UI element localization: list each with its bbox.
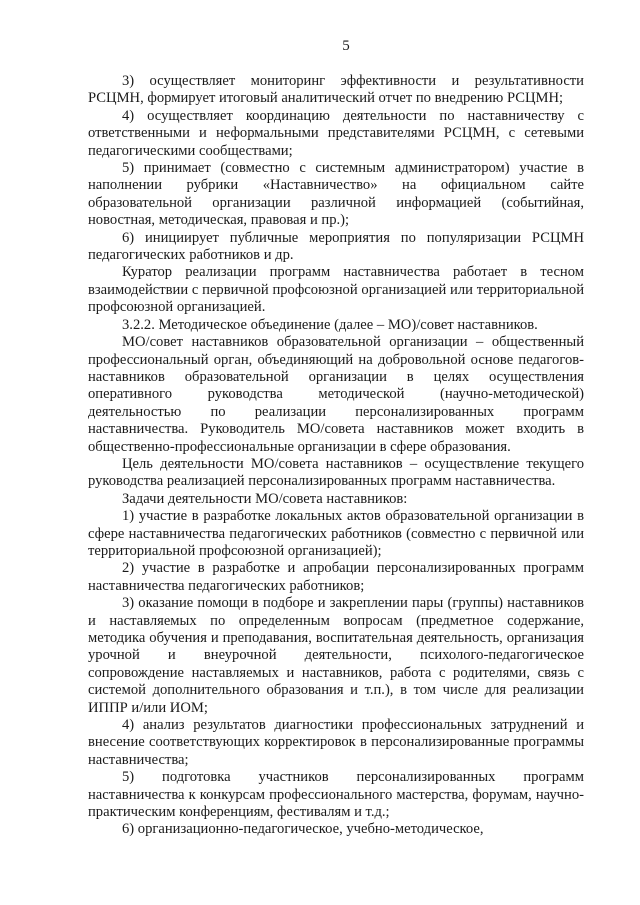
paragraph: 4) анализ результатов диагностики профессиональных затруднений и внесение соответствующих корректировок в персонализированные программы наставничества; xyxy=(88,717,584,768)
paragraph: 3) осуществляет мониторинг эффективности и результативности РСЦМН, формирует итоговый аналитический отчет по внедрению РСЦМН; xyxy=(88,73,584,107)
paragraph: 4) осуществляет координацию деятельности по наставничеству с ответственными и неформальными представителями РСЦМН, с сетевыми педагогическими сообществами; xyxy=(88,107,584,159)
paragraph: 1) участие в разработке локальных актов образовательной организации в сфере наставничества педагогических работников (совместно с первичной или территориальной профсоюзной организацией); xyxy=(88,508,584,559)
page-number: 5 xyxy=(342,38,350,54)
paragraph: Задачи деятельности МО/совета наставников: xyxy=(122,490,408,507)
paragraph: Цель деятельности МО/совета наставников – осуществление текущего руководства реализацией персонализированных программ наставничества. xyxy=(88,455,584,490)
paragraph: 2) участие в разработке и апробации персонализированных программ наставничества педагогических работников; xyxy=(88,560,584,594)
paragraph: 5) принимает (совместно с системным администратором) участие в наполнении рубрики «Наставничество» на официальном сайте образовательной организации различной информацией (событийная, новостная, методическая, правовая и пр.); xyxy=(88,160,584,229)
paragraph: Куратор реализации программ наставничества работает в тесном взаимодействии с первичной профсоюзной организацией или территориальной профсоюзной организацией. xyxy=(88,264,584,316)
paragraph: МО/совет наставников образовательной организации – общественный профессиональный орган, объединяющий на добровольной основе педагогов-наставников образовательной организации в целях осуществления оперативного руководства методической (научно-методической) деятельностью по реализации персонализированных программ наставничества. Руководитель МО/совета наставников может входить в общественно-профессиональные организации в сфере образования. xyxy=(88,334,584,455)
paragraph: 6) инициирует публичные мероприятия по популяризации РСЦМН педагогических работников и др. xyxy=(88,229,584,264)
paragraph: 6) организационно-педагогическое, учебно-методическое, xyxy=(122,821,484,838)
paragraph: 5) подготовка участников персонализированных программ наставничества к конкурсам профессионального мастерства, форумам, научно- практическим конференциям, фестивалям и т.д.; xyxy=(88,769,584,821)
paragraph: 3) оказание помощи в подборе и закреплении пары (группы) наставников и наставляемых по определенным вопросам (предметное содержание, методика обучения и преподавания, воспитательная деятельность, организация урочной и внеурочной деятельности, психолого-педагогическое сопровождение наставляемых и наставников, работа с родителями, связь с системой дополнительного образования и т.п.), в том числе для реализации ИППР и/или ИОМ; xyxy=(88,595,584,716)
paragraph: 3.2.2. Методическое объединение (далее – МО)/совет наставников. xyxy=(122,316,538,333)
